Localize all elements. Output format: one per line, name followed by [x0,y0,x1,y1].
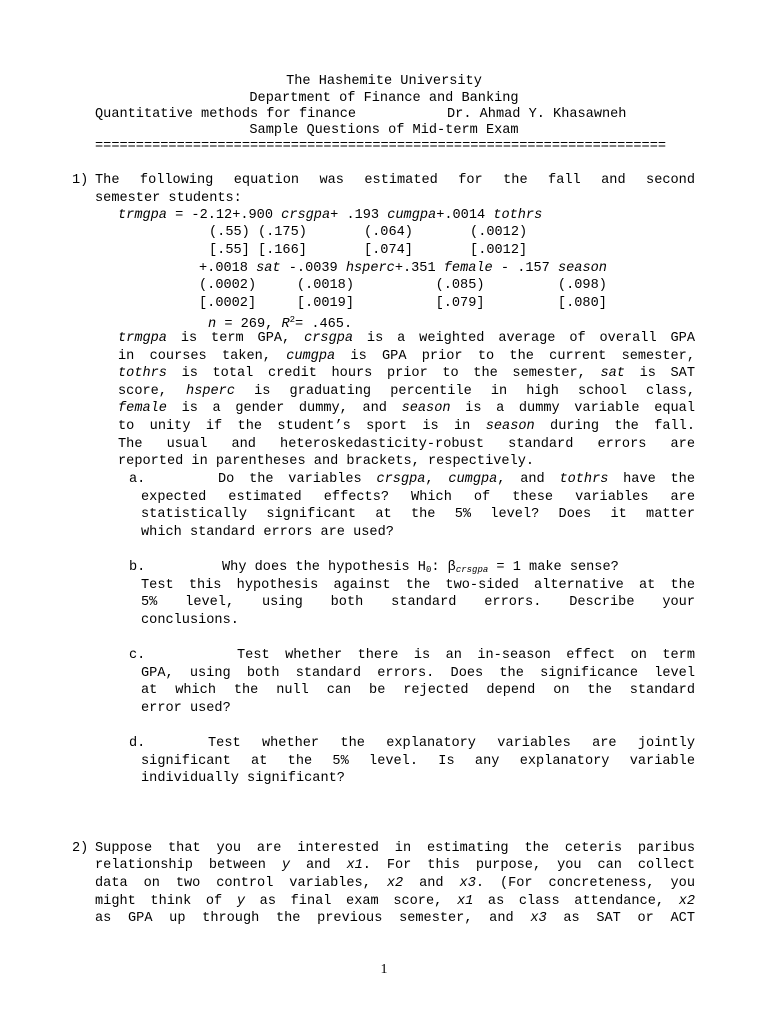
part-d-line-2: significant at the 5% level. Is any explanatory variable [141,754,695,769]
q1-description-line-4: score, hsperc is graduating percentile in high school class, [118,384,695,399]
q1-description-line-3: tothrs is total credit hours prior to the semester, sat is SAT [118,366,696,381]
q2-line-5: as GPA up through the previous semester, and x3 as SAT or ACT [95,911,695,926]
part-a-line-2: expected estimated effects? Which of these variables are [141,490,695,505]
part-c-label: c. [129,648,146,663]
q1-equation-line-2: +.0018 sat -.0039 hsperc+.351 female - .157 season [199,261,607,276]
q2-line-3: data on two control variables, x2 and x3. (For concreteness, you [95,876,695,891]
part-b-line-3: 5% level, using both standard errors. Describe your [141,595,695,610]
course-name: Quantitative methods for finance [95,107,357,122]
part-a-label: a. [129,472,146,487]
part-b-line-1: Why does the hypothesis $H_0$: $\beta_{crsgpa} = 1$ make sense? [222,560,619,575]
header-rule: ====================================================================== [95,139,667,154]
department-name: Department of Finance and Banking [249,91,519,106]
part-d-label: d. [129,736,146,751]
part-a-line-4: which standard errors are used? [141,525,394,540]
instructor-name: Dr. Ahmad Y. Khasawneh [447,107,627,122]
q1-equation-line-1: trmgpa = -2.12+.900 crsgpa+ .193 cumgpa+.0014 tothrs [118,208,543,223]
question-1-number: 1) [72,173,89,188]
q1-description-line-5: female is a gender dummy, and season is a dummy variable equal [118,401,695,416]
part-a-line-1: Do the variables crsgpa, cumgpa, and tothrs have the [218,472,695,487]
q1-robust-errors-1: [.55] [.166] [.074] [.0012] [209,243,528,258]
q1-intro-line-1: The following equation was estimated for the fall and second [95,173,695,188]
q2-line-2: relationship between y and x1. For this purpose, you can collect [95,858,696,873]
exam-title: Sample Questions of Mid-term Exam [249,123,519,138]
q1-robust-errors-2: [.0002] [.0019] [.079] [.080] [199,296,607,311]
part-c-line-1: Test whether there is an in-season effect on term [237,648,695,663]
q2-line-1: Suppose that you are interested in estimating the ceteris paribus [95,841,695,856]
part-c-line-4: error used? [141,701,231,716]
part-b-line-2: Test this hypothesis against the two-sided alternative at the [141,578,695,593]
part-c-line-2: GPA, using both standard errors. Does the significance level [141,666,695,681]
q1-sample-stats: n = 269, $R^2= .465$. [208,315,353,332]
q1-description-line-2: in courses taken, cumgpa is GPA prior to the current semester, [118,349,695,364]
part-b-label: b. [129,560,146,575]
q1-description-line-7: The usual and heteroskedasticity-robust standard errors are [118,437,695,452]
q1-standard-errors-1: (.55) (.175) (.064) (.0012) [209,225,528,240]
university-name: The Hashemite University [286,74,482,89]
q1-description-line-1: trmgpa is term GPA, crsgpa is a weighted average of overall GPA [118,331,695,346]
q1-description-line-6: to unity if the student’s sport is in season during the fall. [118,419,695,434]
q1-standard-errors-2: (.0002) (.0018) (.085) (.098) [199,278,607,293]
part-b-line-4: conclusions. [141,613,239,628]
page-number: 1 [380,962,388,977]
q1-description-line-8: reported in parentheses and brackets, respectively. [118,454,535,469]
part-c-line-3: at which the null can be rejected depend on the standard [141,683,695,698]
question-2-number: 2) [72,841,89,856]
part-d-line-3: individually significant? [141,771,345,786]
q1-intro-line-2: semester students: [95,191,242,206]
part-a-line-3: statistically significant at the 5% level? Does it matter [141,507,695,522]
part-d-line-1: Test whether the explanatory variables are jointly [208,736,695,751]
q2-line-4: might think of y as final exam score, x1 as class attendance, x2 [95,894,696,909]
